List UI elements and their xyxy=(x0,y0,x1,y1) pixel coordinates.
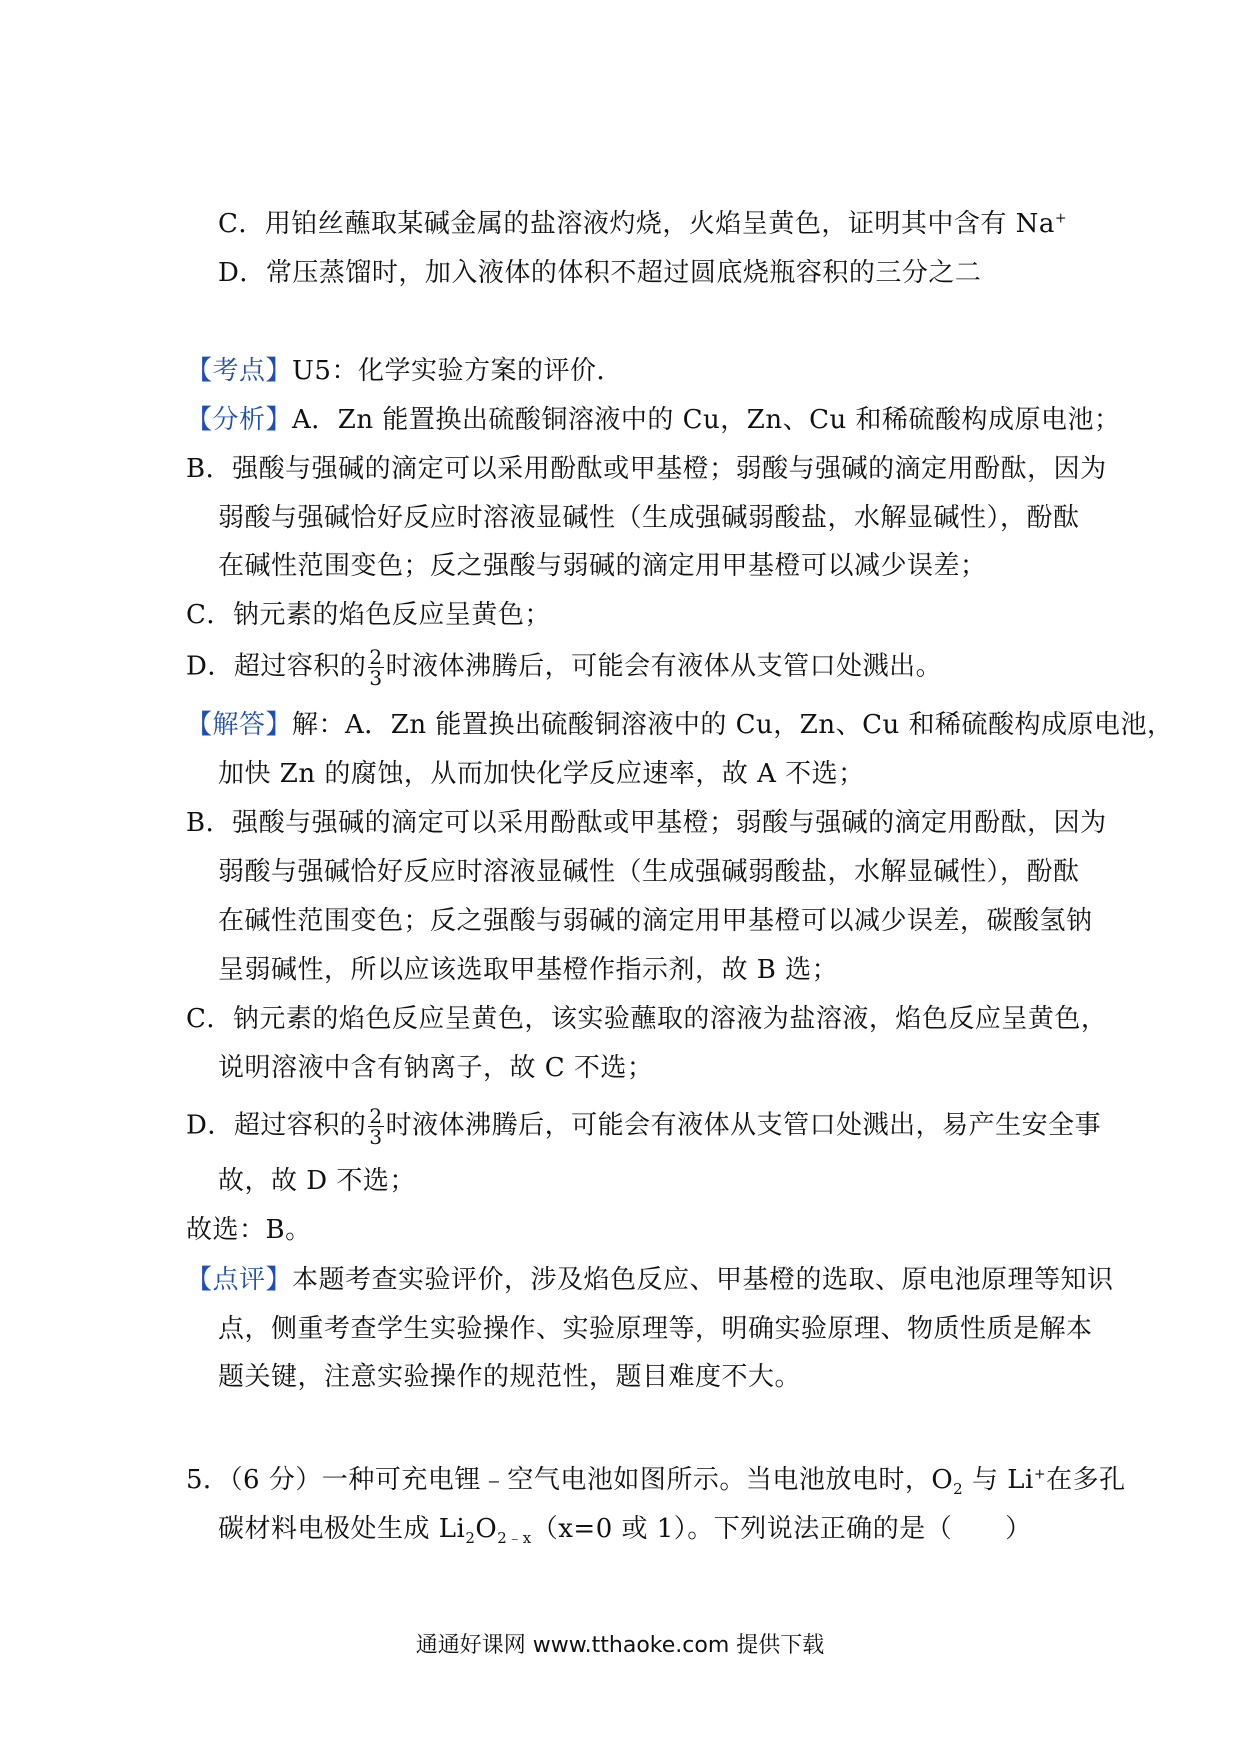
jieda-d2: 故，故 D 不选； xyxy=(218,1166,416,1196)
jieda-c1: C．钠元素的焰色反应呈黄色，该实验蘸取的溶液为盐溶液，焰色反应呈黄色， xyxy=(186,1004,1108,1034)
jieda-tag: 【解答】 xyxy=(186,710,293,740)
dianping-tag: 【点评】 xyxy=(186,1265,293,1295)
fenxi-d: D．超过容积的 $\frac{2}{3}$ 时液体沸腾后，可能会有液体从支管口处溅出。 xyxy=(186,645,943,690)
fenxi-b1: B．强酸与强碱的滴定可以采用酚酞或甲基橙；弱酸与强碱的滴定用酚酞，因为 xyxy=(186,454,1107,484)
jieda-a1: 【解答】解：A．Zn 能置换出硫酸铜溶液中的 Cu，Zn、Cu 和稀硫酸构成原电池， xyxy=(186,710,1174,740)
question5-l1: 5．（6 分）一种可充电锂﹣空气电池如图所示。当电池放电时，$O_2$ 与 Li+在多孔 xyxy=(186,1465,1126,1499)
fraction: $\frac{2}{3}$ xyxy=(369,1104,383,1149)
jieda-c2: 说明溶液中含有钠离子，故 C 不选； xyxy=(218,1053,654,1083)
fenxi-c: C．钠元素的焰色反应呈黄色； xyxy=(186,600,551,630)
question5-l2: 碳材料电极处生成 $Li_2O_{2﹣x}(x=0$ 或 1）。下列说法正确的是（ ） xyxy=(218,1514,1032,1548)
option-d: D．常压蒸馏时，加入液体的体积不超过圆底烧瓶容积的三分之二 xyxy=(218,258,982,288)
jieda-b2: 弱酸与强碱恰好反应时溶液显碱性（生成强碱弱酸盐，水解显碱性），酚酞 xyxy=(218,857,1080,887)
dianping-l3: 题关键，注意实验操作的规范性，题目难度不大。 xyxy=(218,1362,802,1392)
jieda-b1: B．强酸与强碱的滴定可以采用酚酞或甲基橙；弱酸与强碱的滴定用酚酞，因为 xyxy=(186,808,1107,838)
superscript: + xyxy=(1054,210,1068,227)
kaodian-line: 【考点】U5：化学实验方案的评价． xyxy=(186,356,623,386)
fraction: $\frac{2}{3}$ xyxy=(369,645,383,690)
fenxi-b2: 弱酸与强碱恰好反应时溶液显碱性（生成强碱弱酸盐，水解显碱性），酚酞 xyxy=(218,503,1080,533)
kaodian-tag: 【考点】 xyxy=(186,356,293,386)
jieda-a2: 加快 Zn 的腐蚀，从而加快化学反应速率，故 A 不选； xyxy=(218,759,865,789)
dianping-l1: 【点评】本题考查实验评价，涉及焰色反应、甲基橙的选取、原电池原理等知识 xyxy=(186,1265,1114,1295)
jieda-b3: 在碱性范围变色；反之强酸与弱碱的滴定用甲基橙可以减少误差，碳酸氢钠 xyxy=(218,906,1093,936)
fenxi-a: 【分析】A．Zn 能置换出硫酸铜溶液中的 Cu，Zn、Cu 和稀硫酸构成原电池； xyxy=(186,405,1121,435)
jieda-d1: D．超过容积的 $\frac{2}{3}$ 时液体沸腾后，可能会有液体从支管口处溅出，易产生安全事 xyxy=(186,1104,1102,1149)
fenxi-tag: 【分析】 xyxy=(186,405,293,435)
page-footer: 通通好课网 www.tthaoke.com 提供下载 xyxy=(415,1633,825,1658)
jieda-answer: 故选：B。 xyxy=(186,1215,312,1245)
fenxi-b3: 在碱性范围变色；反之强酸与弱碱的滴定用甲基橙可以减少误差； xyxy=(218,551,987,581)
dianping-l2: 点，侧重考查学生实验操作、实验原理等，明确实验原理、物质性质是解本 xyxy=(218,1314,1093,1344)
option-c: C．用铂丝蘸取某碱金属的盐溶液灼烧，火焰呈黄色，证明其中含有 Na+ xyxy=(218,209,1068,239)
jieda-b4: 呈弱碱性，所以应该选取甲基橙作指示剂，故 B 选； xyxy=(218,955,839,985)
